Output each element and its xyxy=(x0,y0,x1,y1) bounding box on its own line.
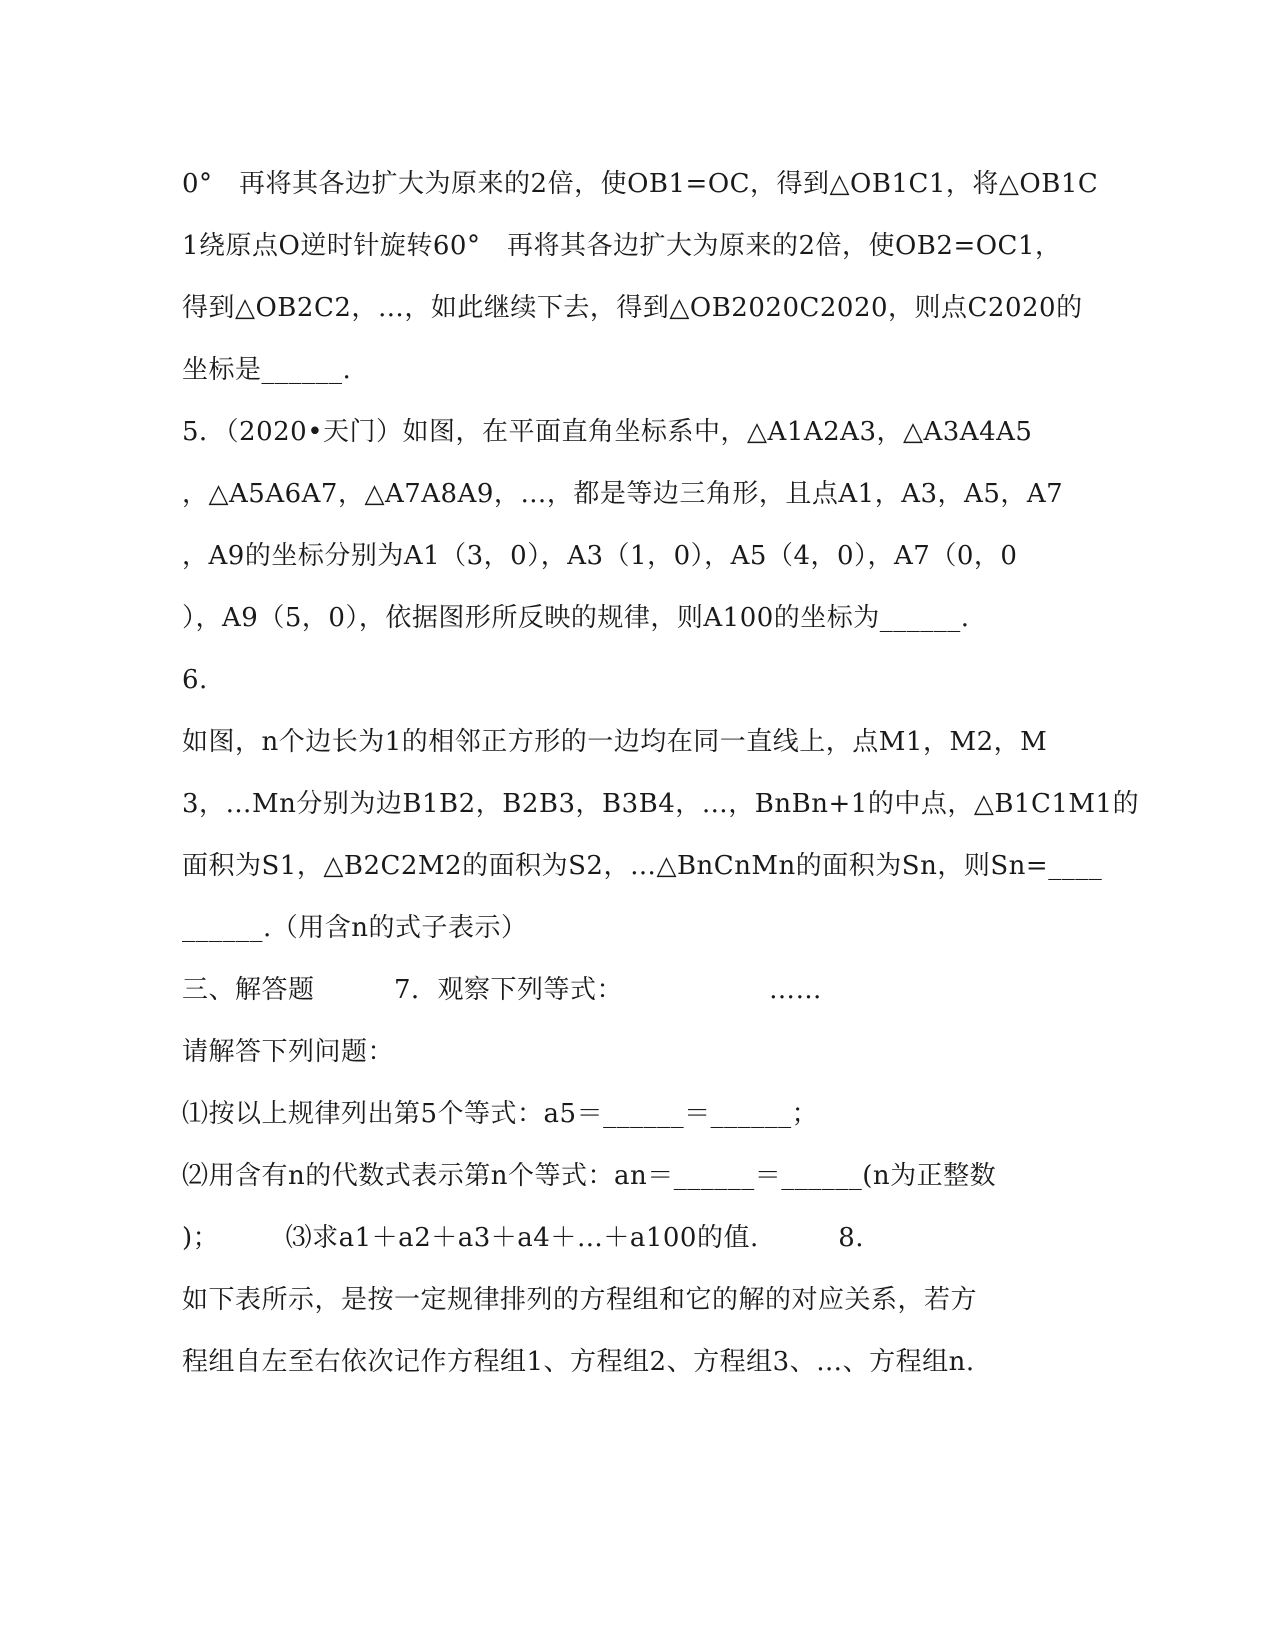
text-line: 1绕原点O逆时针旋转60° 再将其各边扩大为原来的2倍，使OB2=OC1， xyxy=(182,231,1062,261)
text-line: ⑴按以上规律列出第5个等式：a5＝______＝______； xyxy=(182,1099,819,1129)
question-5-line: 5．（2020•天门）如图，在平面直角坐标系中，△A1A2A3，△A3A4A5 xyxy=(182,417,1033,447)
text-line: ，△A5A6A7，△A7A8A9，…，都是等边三角形，且点A1，A3，A5，A7 xyxy=(182,479,1064,509)
text-line: 如图，n个边长为1的相邻正方形的一边均在同一直线上，点M1，M2，M xyxy=(182,727,1048,757)
text-line: 3，…Mn分别为边B1B2，B2B3，B3B4，…，BnBn+1的中点，△B1C1M1的 xyxy=(182,789,1140,819)
text-line: ），A9（5，0），依据图形所反映的规律，则A100的坐标为______. xyxy=(182,603,970,633)
text-line: )； ⑶求a1＋a2＋a3＋a4＋…＋a100的值. 8. xyxy=(182,1223,865,1253)
text-line: 请解答下列问题： xyxy=(182,1037,395,1067)
question-6-number: 6. xyxy=(182,665,208,695)
text-line: 得到△OB2C2，…，如此继续下去，得到△OB2020C2020，则点C2020的 xyxy=(182,293,1083,323)
section-heading-line: 三、解答题 7．观察下列等式： …… xyxy=(182,975,823,1005)
text-line: 0° 再将其各边扩大为原来的2倍，使OB1=OC，得到△OB1C1，将△OB1C xyxy=(182,169,1099,199)
text-line: 面积为S1，△B2C2M2的面积为S2，…△BnCnMn的面积为Sn，则Sn=____ xyxy=(182,851,1103,881)
text-line: 程组自左至右依次记作方程组1、方程组2、方程组3、…、方程组n. xyxy=(182,1347,975,1377)
text-line: ，A9的坐标分别为A1（3，0），A3（1，0），A5（4，0），A7（0，0 xyxy=(182,541,1018,571)
text-line: 如下表所示，是按一定规律排列的方程组和它的解的对应关系，若方 xyxy=(182,1285,978,1315)
text-line: 坐标是______. xyxy=(182,355,352,385)
text-line: ______.（用含n的式子表示） xyxy=(182,913,528,943)
text-line: ⑵用含有n的代数式表示第n个等式：an＝______＝______(n为正整数 xyxy=(182,1161,997,1191)
